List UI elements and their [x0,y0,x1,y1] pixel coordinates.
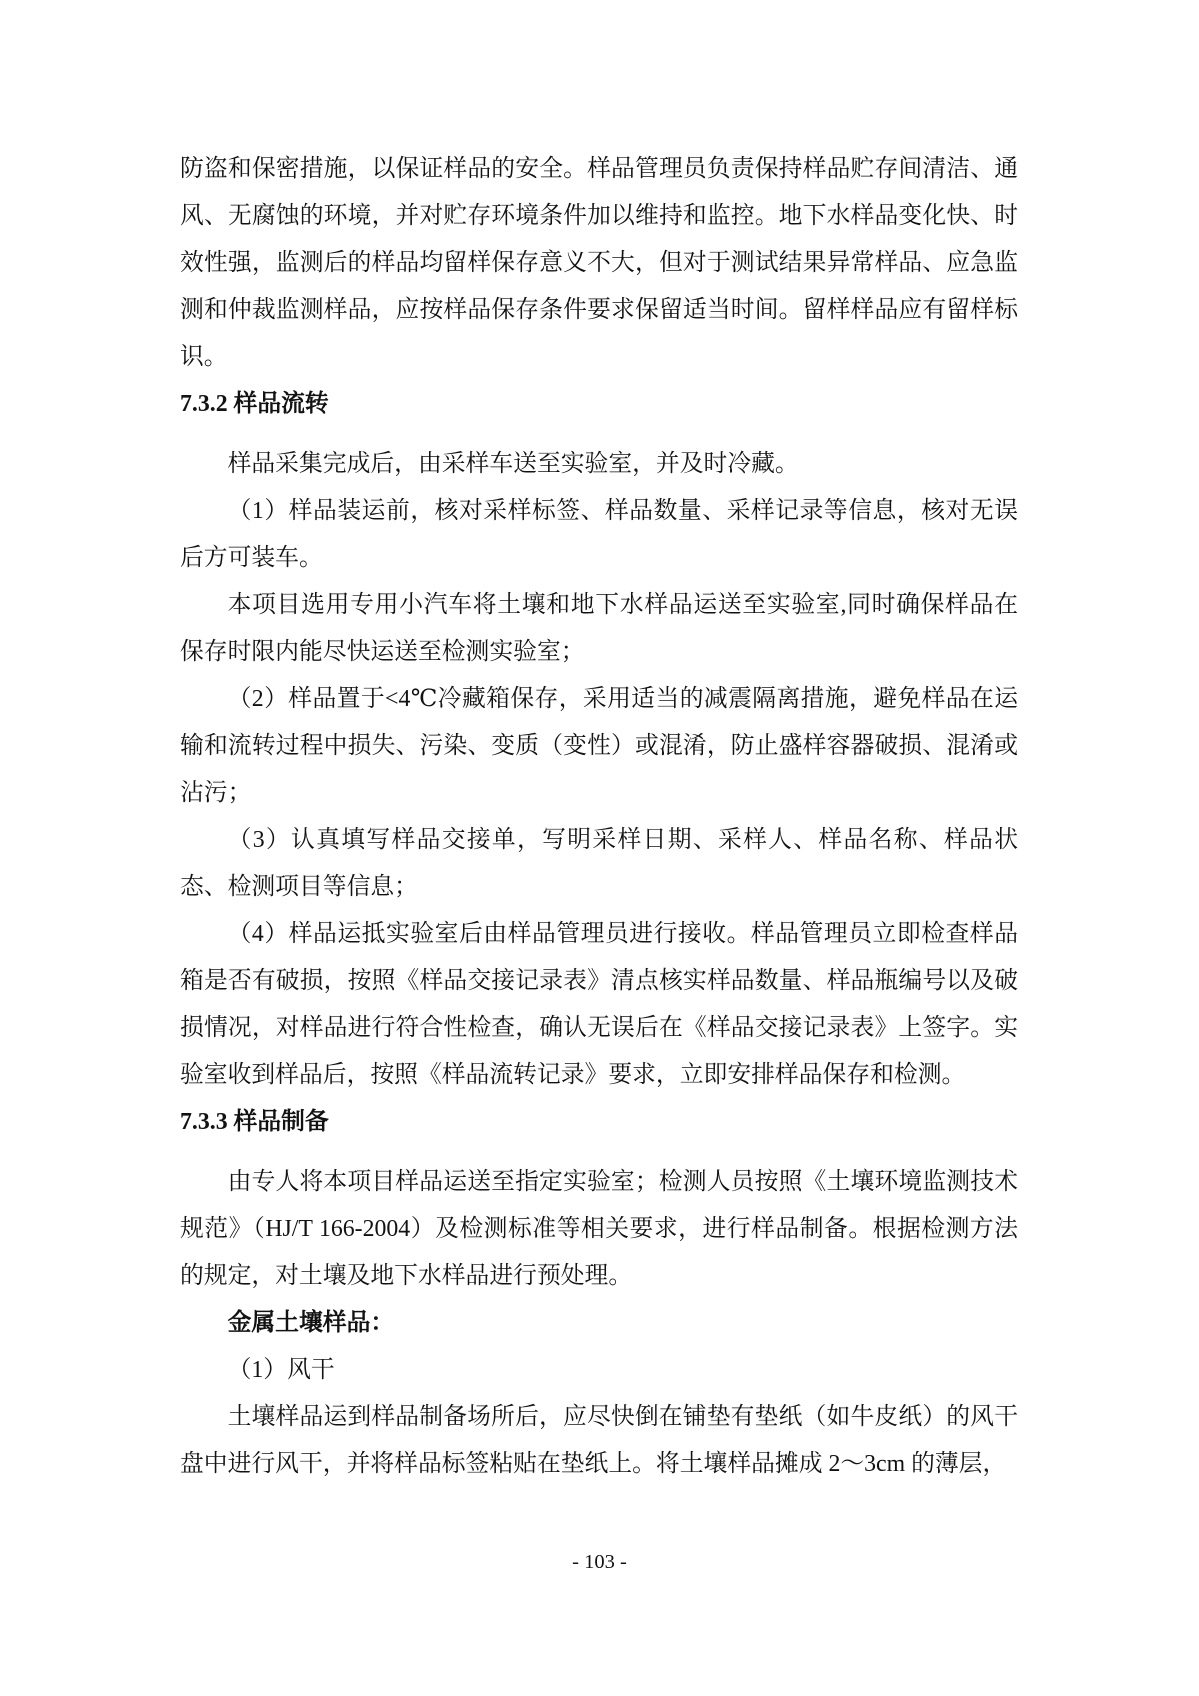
page-number: - 103 - [572,1551,627,1573]
heading-7-3-2-sample-transfer: 7.3.2 样品流转 [180,391,329,417]
paragraph-sample-preparation-intro: 由专人将本项目样品运送至指定实验室；检测人员按照《土壤环境监测技术规范》（HJ/T 166-2004）及检测标准等相关要求，进行样品制备。根据检测方法的规定，对土壤及地下水样品进行预处理。 [180,1169,1018,1289]
document-body [180,146,1018,1488]
paragraph-item-1-air-drying: （1）风干 [227,1357,335,1383]
paragraph-item-1-loading-check: （1）样品装运前，核对采样标签、样品数量、采样记录等信息，核对无误后方可装车。 [180,498,1018,571]
subheading-metal-soil-samples: 金属土壤样品： [227,1310,395,1336]
paragraph-sample-transfer-intro: 样品采集完成后，由采样车送至实验室，并及时冷藏。 [227,451,799,477]
paragraph-air-drying-procedure: 土壤样品运到样品制备场所后，应尽快倒在铺垫有垫纸（如牛皮纸）的风干盘中进行风干，并将样品标签粘贴在垫纸上。将土壤样品摊成 2～3cm 的薄层， [180,1404,1018,1477]
paragraph-item-4-lab-reception: （4）样品运抵实验室后由样品管理员进行接收。样品管理员立即检查样品箱是否有破损，按照《样品交接记录表》清点核实样品数量、样品瓶编号以及破损情况，对样品进行符合性检查，确认无误后在《样品交接记录表》上签字。实验室收到样品后，按照《样品流转记录》要求，立即安排样品保存和检测。 [180,921,1018,1088]
paragraph-item-3-handover-form: （3）认真填写样品交接单，写明采样日期、采样人、样品名称、样品状态、检测项目等信息； [180,827,1018,900]
paragraph-dedicated-vehicle: 本项目选用专用小汽车将土壤和地下水样品运送至实验室,同时确保样品在保存时限内能尽快运送至检测实验室； [180,592,1018,665]
paragraph-item-2-cold-storage: （2）样品置于<4℃冷藏箱保存，采用适当的减震隔离措施，避免样品在运输和流转过程中损失、污染、变质（变性）或混淆，防止盛样容器破损、混淆或沾污； [180,686,1018,806]
heading-7-3-3-sample-preparation: 7.3.3 样品制备 [180,1109,329,1135]
paragraph-storage-continued: 防盗和保密措施，以保证样品的安全。样品管理员负责保持样品贮存间清洁、通风、无腐蚀的环境，并对贮存环境条件加以维持和监控。地下水样品变化快、时效性强，监测后的样品均留样保存意义不大，但对于测试结果异常样品、应急监测和仲裁监测样品，应按样品保存条件要求保留适当时间。留样样品应有留样标识。 [180,156,1018,370]
